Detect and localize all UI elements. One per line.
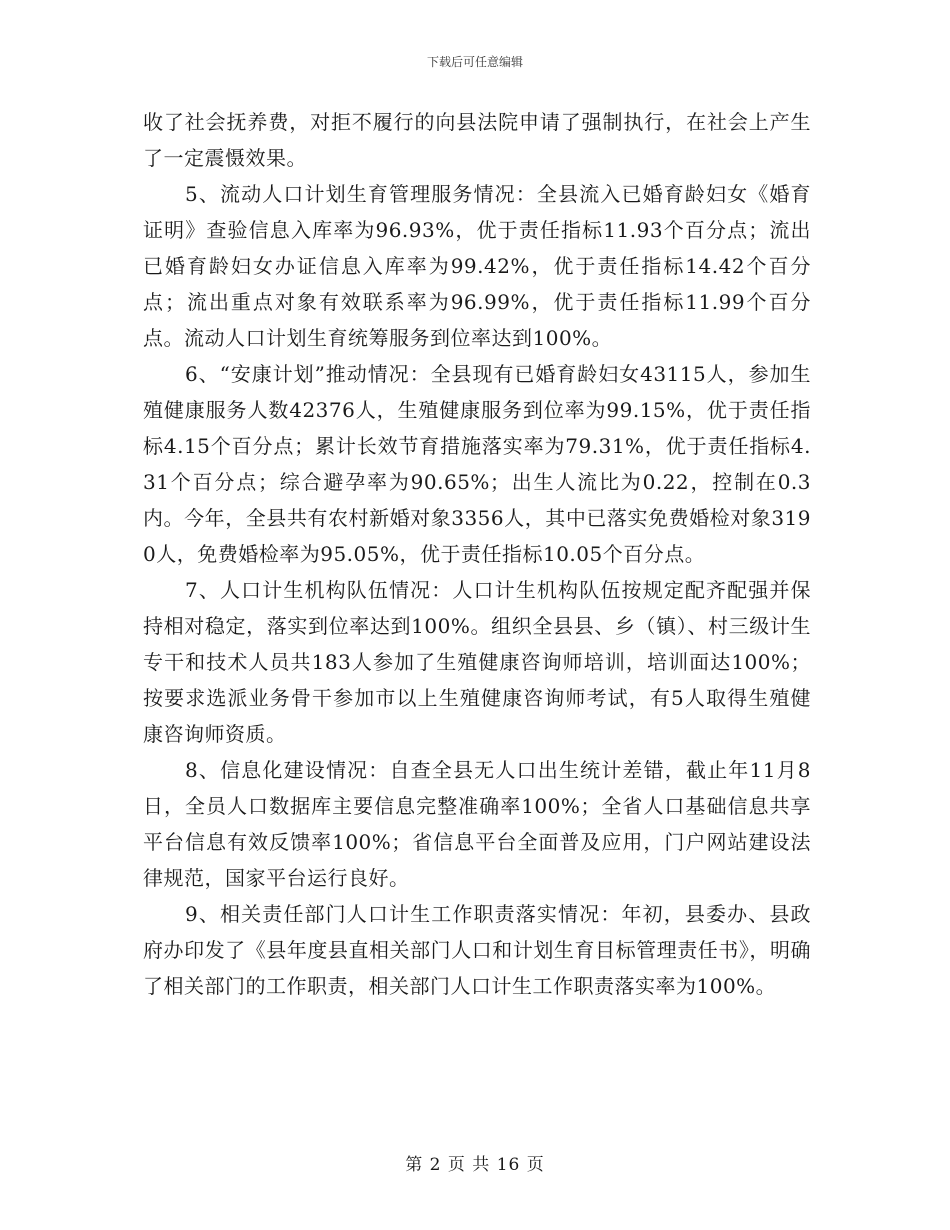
paragraph: 7、人口计生机构队伍情况：人口计生机构队伍按规定配齐配强并保持相对稳定，落实到位率达到100%。组织全县县、乡（镇）、村三级计生专干和技术人员共183人参加了生殖健康咨询师培训，培训面达100%；按要求选派业务骨干参加市以上生殖健康咨询师考试，有5人取得生殖健康咨询师资质。 (143, 578, 811, 746)
paragraph: 收了社会抚养费，对拒不履行的向县法院申请了强制执行，在社会上产生了一定震慑效果。 (143, 110, 811, 170)
paragraph: 9、相关责任部门人口计生工作职责落实情况：年初，县委办、县政府办印发了《县年度县直相关部门人口和计划生育目标管理责任书》，明确了相关部门的工作职责，相关部门人口计生工作职责落实率为100%。 (143, 902, 811, 998)
paragraph: 6、“安康计划”推动情况：全县现有已婚育龄妇女43115人，参加生殖健康服务人数42376人，生殖健康服务到位率为99.15%，优于责任指标4.15个百分点；累计长效节育措施落实率为79.31%，优于责任指标4.31个百分点；综合避孕率为90.65%；出生人流比为0.22，控制在0.3内。今年，全县共有农村新婚对象3356人，其中已落实免费婚检对象3190人，免费婚检率为95.05%，优于责任指标10.05个百分点。 (143, 362, 811, 566)
paragraph: 8、信息化建设情况：自查全县无人口出生统计差错，截止年11月8日，全员人口数据库主要信息完整准确率100%；全省人口基础信息共享平台信息有效反馈率100%；省信息平台全面普及应用，门户网站建设法律规范，国家平台运行良好。 (143, 758, 811, 890)
header-note: 下载后可任意编辑 (426, 55, 523, 69)
document-body (143, 104, 811, 1004)
paragraph: 5、流动人口计划生育管理服务情况：全县流入已婚育龄妇女《婚育证明》查验信息入库率为96.93%，优于责任指标11.93个百分点；流出已婚育龄妇女办证信息入库率为99.42%，优于责任指标14.42个百分点；流出重点对象有效联系率为96.99%，优于责任指标11.99个百分点。流动人口计划生育统筹服务到位率达到100%。 (143, 182, 811, 350)
page-number-footer: 第 2 页 共 16 页 (405, 1155, 545, 1175)
